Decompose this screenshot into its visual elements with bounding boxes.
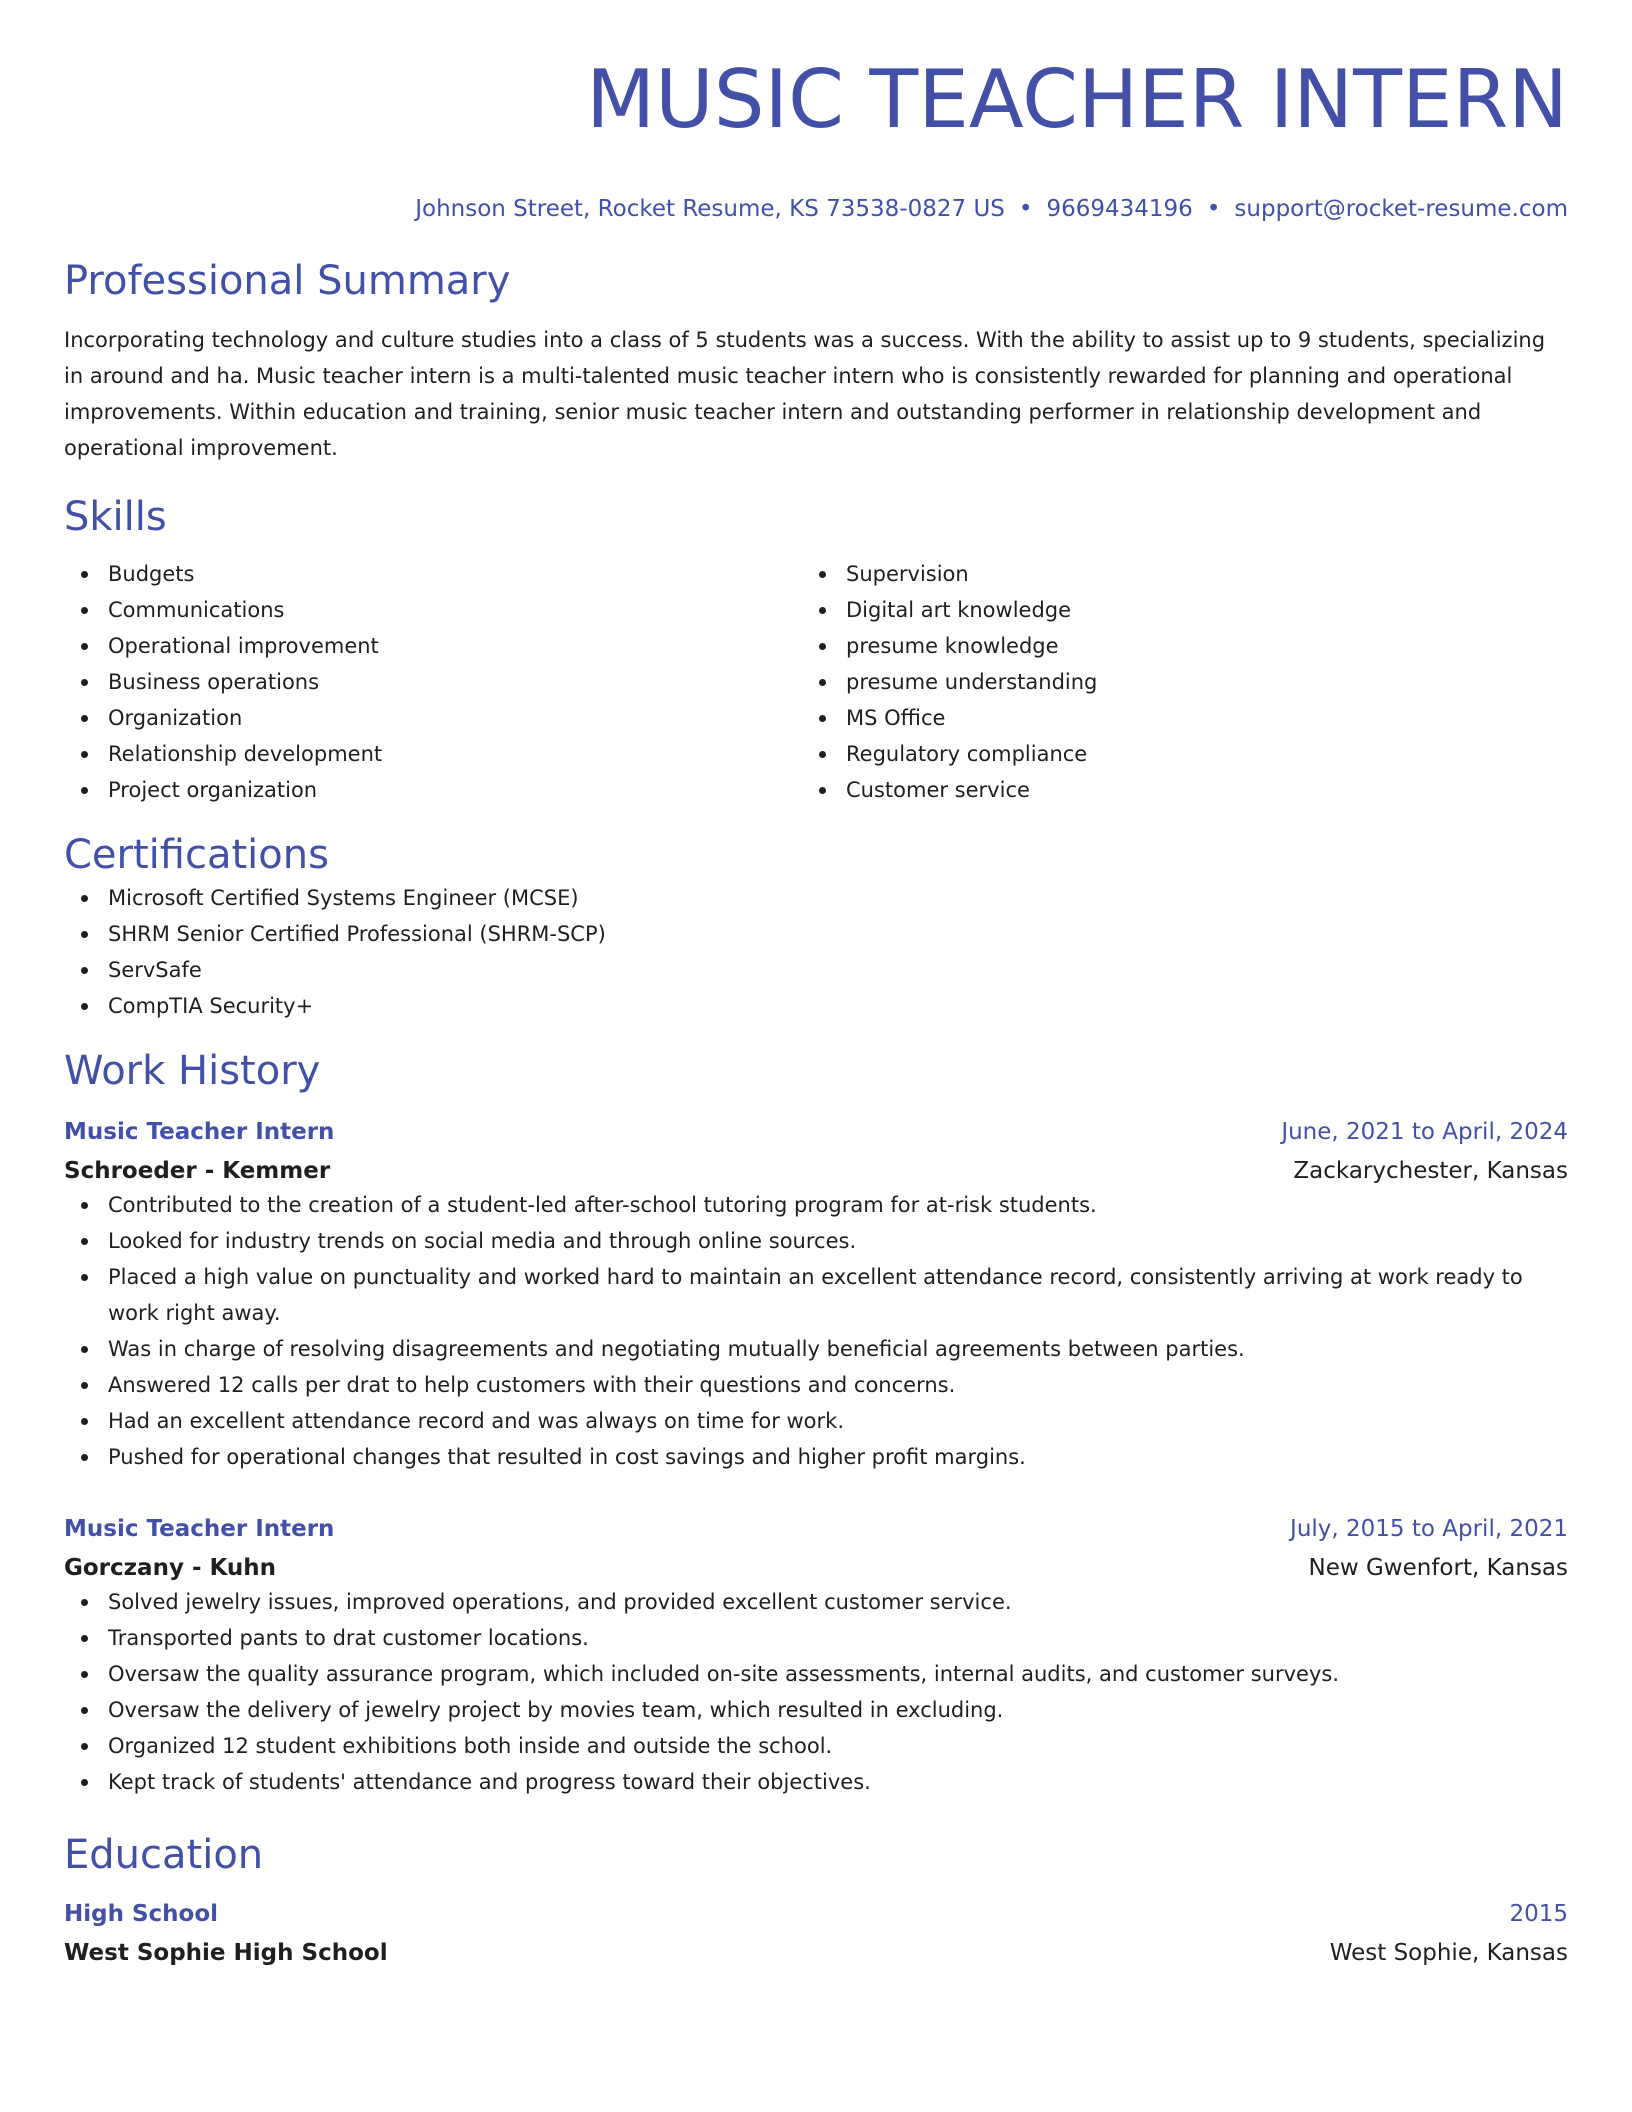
job-header-row xyxy=(64,1116,1568,1148)
education-school-row xyxy=(64,1937,1568,1969)
job-bullet: Transported pants to drat customer locations. xyxy=(64,1620,1568,1656)
skills-list-left xyxy=(64,556,802,808)
skill-item: Regulatory compliance xyxy=(802,736,1540,772)
job-location: New Gwenfort, Kansas xyxy=(1308,1555,1568,1581)
work-history-section xyxy=(64,1046,1568,1800)
skill-item: Digital art knowledge xyxy=(802,592,1540,628)
skill-item: Supervision xyxy=(802,556,1540,592)
education-entry xyxy=(64,1898,1568,1969)
summary-text: Incorporating technology and culture studies into a class of 5 students was a success. With the ability to assist up to 9 students, specializing in around and ha. Music teacher intern is a multi-talented music teacher intern who is consistently rewarded for planning and operational improvements. Within education and training, senior music teacher intern and outstanding performer in relationship development and operational improvement. xyxy=(64,328,1546,460)
job-bullet: Organized 12 student exhibitions both inside and outside the school. xyxy=(64,1728,1568,1764)
skills-heading: Skills xyxy=(64,494,167,540)
contact-email[interactable]: support@rocket-resume.com xyxy=(1234,196,1568,222)
skills-section xyxy=(64,492,1568,808)
job-bullets xyxy=(64,1187,1568,1475)
job-bullet: Solved jewelry issues, improved operations, and provided excellent customer service. xyxy=(64,1584,1568,1620)
job-bullet: Oversaw the quality assurance program, which included on-site assessments, internal audits, and customer surveys. xyxy=(64,1656,1568,1692)
job-entry xyxy=(64,1513,1568,1800)
skills-list-right xyxy=(802,556,1540,808)
job-bullet: Looked for industry trends on social media and through online sources. xyxy=(64,1223,1568,1259)
job-company: Schroeder - Kemmer xyxy=(64,1158,331,1184)
job-bullet: Oversaw the delivery of jewelry project by movies team, which resulted in excluding. xyxy=(64,1692,1568,1728)
job-location: Zackarychester, Kansas xyxy=(1293,1158,1568,1184)
skill-item: Customer service xyxy=(802,772,1540,808)
job-company-row xyxy=(64,1552,1568,1584)
education-school: West Sophie High School xyxy=(64,1940,388,1966)
education-degree: High School xyxy=(64,1901,219,1927)
summary-section xyxy=(64,256,1568,466)
work-history-heading: Work History xyxy=(64,1048,321,1094)
skill-item: Organization xyxy=(64,700,802,736)
resume-header xyxy=(64,52,1568,224)
contact-separator: • xyxy=(1206,196,1221,222)
job-bullet: Had an excellent attendance record and was always on time for work. xyxy=(64,1403,1568,1439)
skill-item: MS Office xyxy=(802,700,1540,736)
job-bullet: Kept track of students' attendance and progress toward their objectives. xyxy=(64,1764,1568,1800)
certifications-section xyxy=(64,830,1568,1024)
job-bullet: Answered 12 calls per drat to help customers with their questions and concerns. xyxy=(64,1367,1568,1403)
contact-line xyxy=(64,194,1568,224)
skill-item: Communications xyxy=(64,592,802,628)
candidate-name: MUSIC TEACHER INTERN xyxy=(586,53,1568,146)
certification-item: CompTIA Security+ xyxy=(64,988,1568,1024)
contact-separator: • xyxy=(1018,196,1033,222)
job-bullet: Pushed for operational changes that resulted in cost savings and higher profit margins. xyxy=(64,1439,1568,1475)
contact-address: Johnson Street, Rocket Resume, KS 73538-0827 US xyxy=(415,196,1005,222)
certification-item: ServSafe xyxy=(64,952,1568,988)
contact-phone: 9669434196 xyxy=(1046,196,1193,222)
summary-heading: Professional Summary xyxy=(64,258,511,304)
job-header-row xyxy=(64,1513,1568,1545)
skill-item: presume understanding xyxy=(802,664,1540,700)
job-bullet: Placed a high value on punctuality and worked hard to maintain an excellent attendance record, consistently arriving at work ready to work right away. xyxy=(64,1259,1568,1331)
skills-columns xyxy=(64,556,1568,808)
certifications-list xyxy=(64,880,1568,1024)
skill-item: Operational improvement xyxy=(64,628,802,664)
job-bullets xyxy=(64,1584,1568,1800)
skill-item: Business operations xyxy=(64,664,802,700)
job-company: Gorczany - Kuhn xyxy=(64,1555,277,1581)
certification-item: SHRM Senior Certified Professional (SHRM-SCP) xyxy=(64,916,1568,952)
skills-column-left xyxy=(64,556,802,808)
education-header-row xyxy=(64,1898,1568,1930)
education-section xyxy=(64,1830,1568,1969)
certifications-heading: Certifications xyxy=(64,832,329,878)
job-title: Music Teacher Intern xyxy=(64,1516,335,1542)
job-title: Music Teacher Intern xyxy=(64,1119,335,1145)
skill-item: Budgets xyxy=(64,556,802,592)
skill-item: presume knowledge xyxy=(802,628,1540,664)
job-company-row xyxy=(64,1155,1568,1187)
education-location: West Sophie, Kansas xyxy=(1329,1940,1568,1966)
job-dates: July, 2015 to April, 2021 xyxy=(1290,1516,1568,1542)
certification-item: Microsoft Certified Systems Engineer (MCSE) xyxy=(64,880,1568,916)
education-heading: Education xyxy=(64,1832,264,1878)
skill-item: Project organization xyxy=(64,772,802,808)
job-bullet: Contributed to the creation of a student-led after-school tutoring program for at-risk students. xyxy=(64,1187,1568,1223)
job-entry xyxy=(64,1116,1568,1475)
job-bullet: Was in charge of resolving disagreements and negotiating mutually beneficial agreements between parties. xyxy=(64,1331,1568,1367)
education-year: 2015 xyxy=(1509,1901,1568,1927)
skill-item: Relationship development xyxy=(64,736,802,772)
job-dates: June, 2021 to April, 2024 xyxy=(1281,1119,1568,1145)
skills-column-right xyxy=(802,556,1540,808)
